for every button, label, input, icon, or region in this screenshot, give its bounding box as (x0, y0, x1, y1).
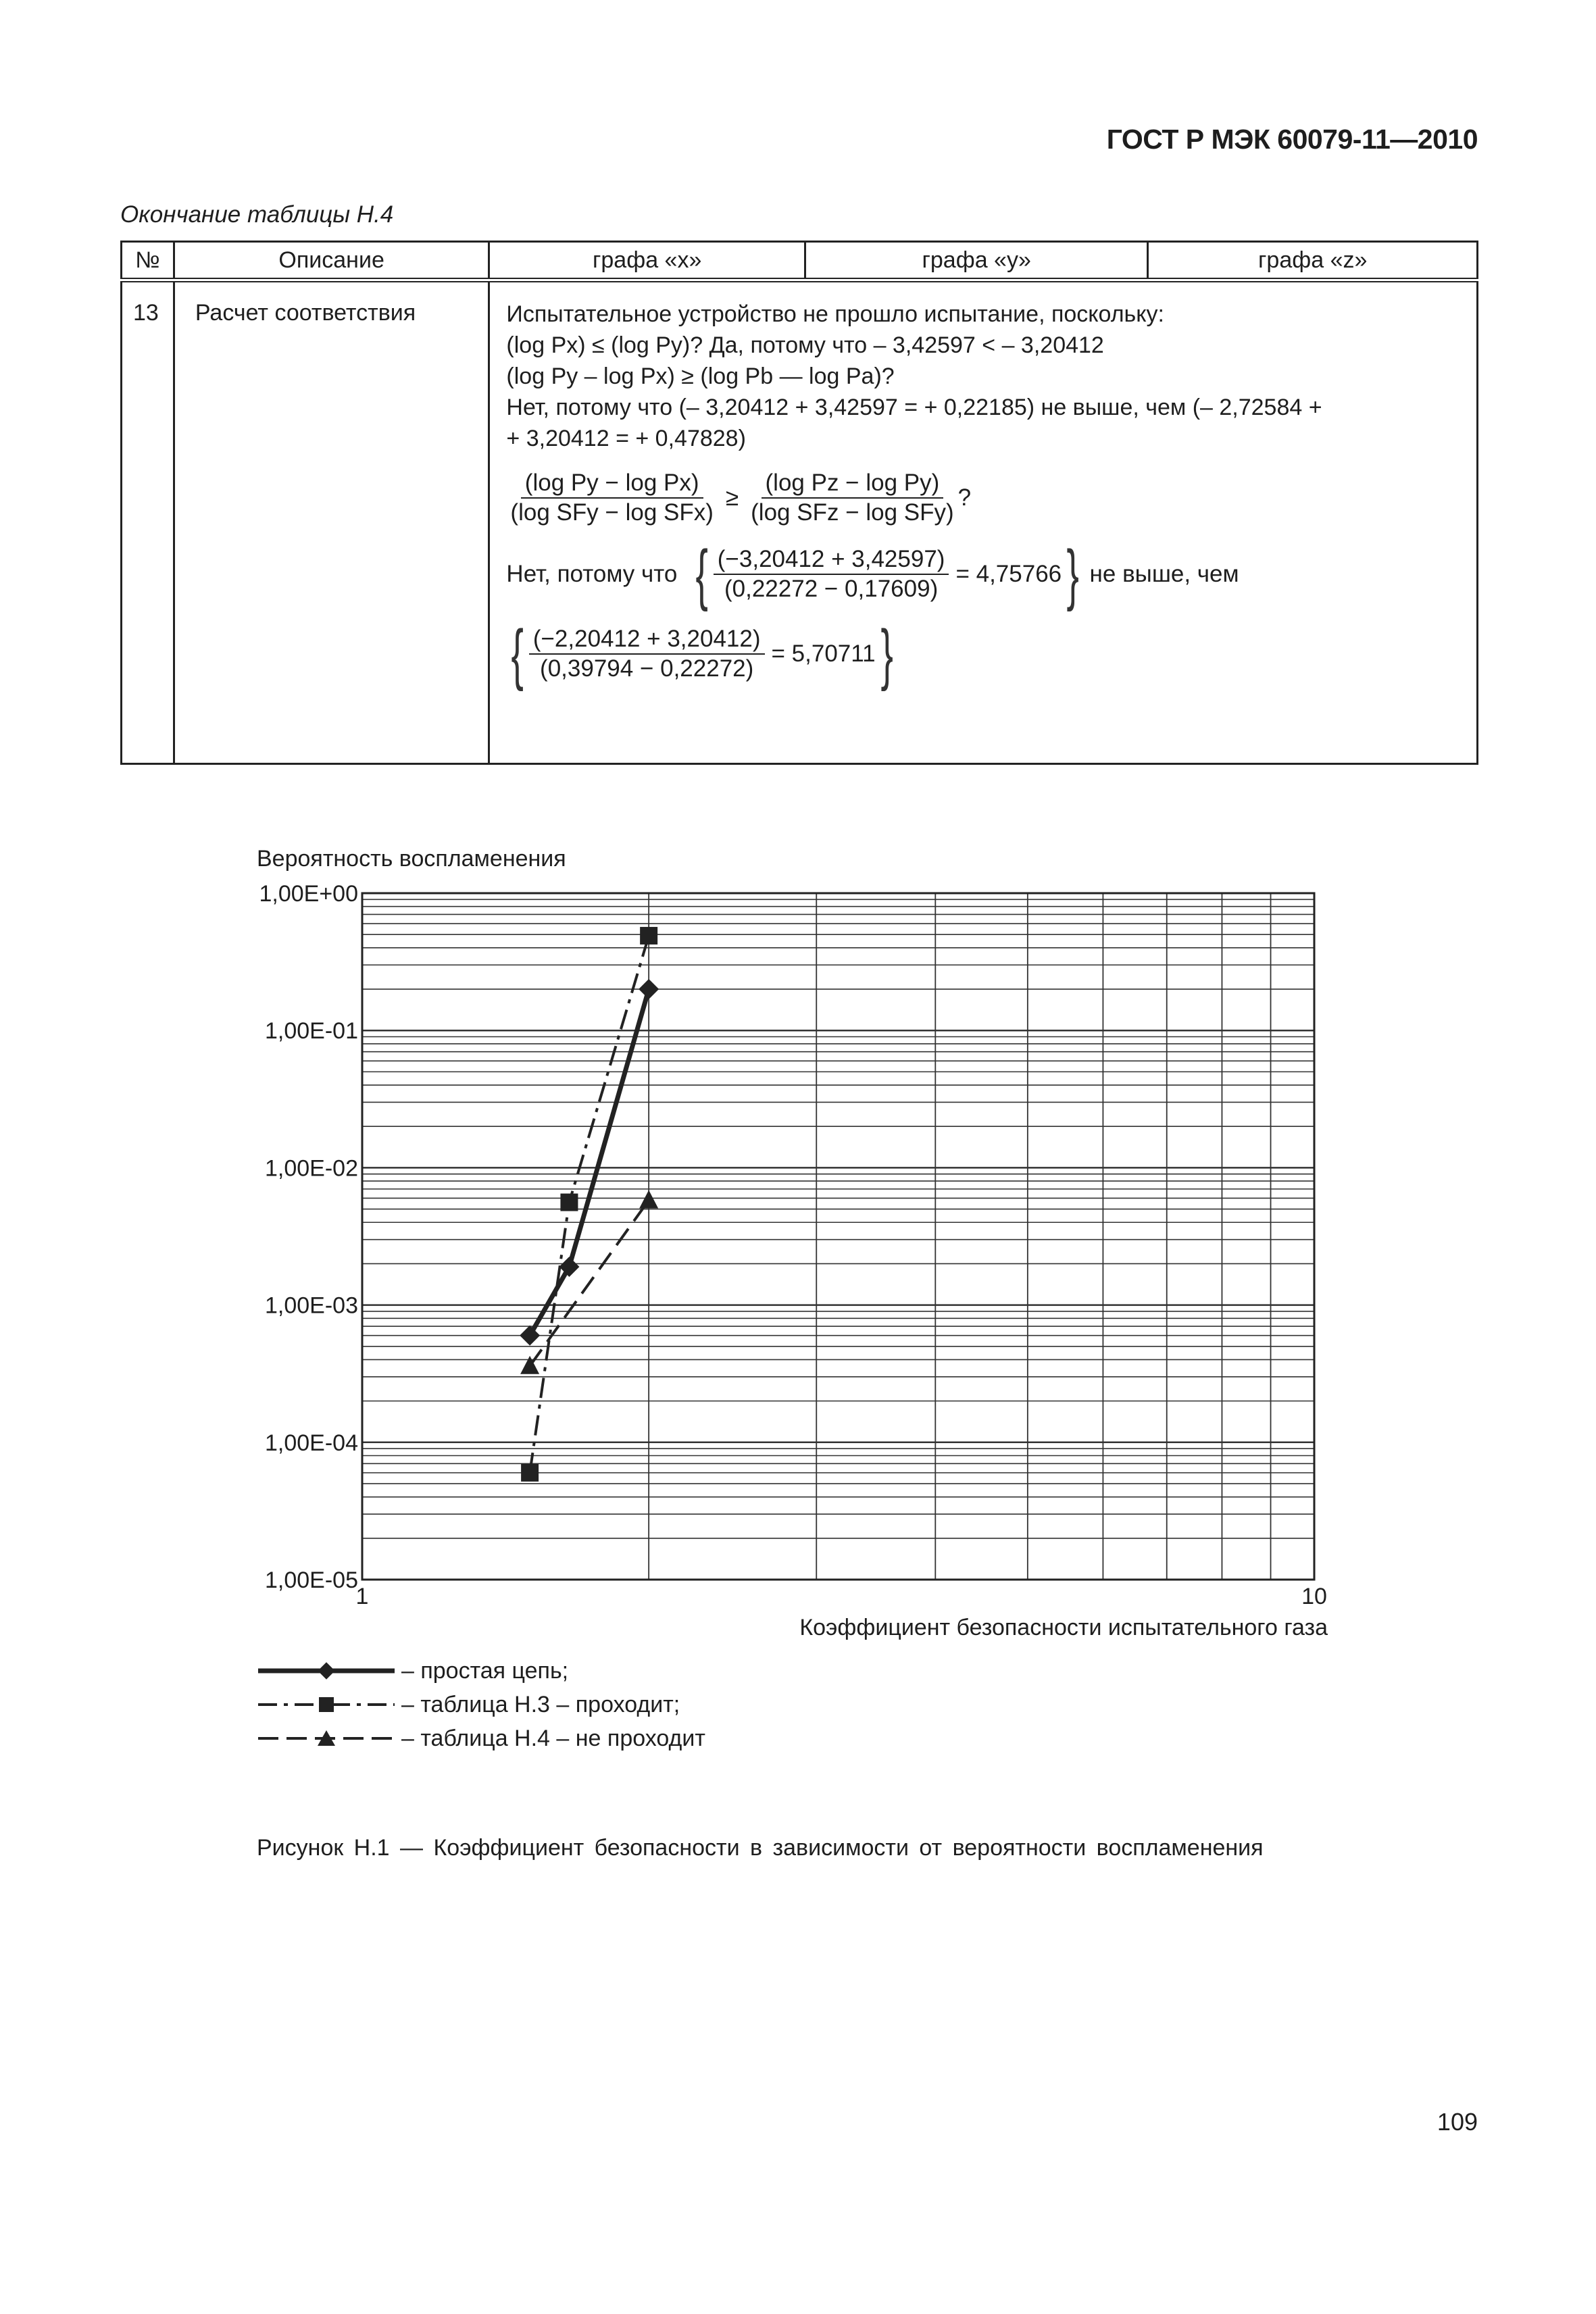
fraction-denominator: (0,22272 − 0,17609) (724, 576, 939, 602)
col-header-description: Описание (174, 242, 489, 280)
data-point-square (560, 1194, 578, 1211)
legend-label: – таблица Н.4 – не проходит (401, 1725, 705, 1751)
formula-result: = 4,75766 (955, 561, 1062, 587)
fraction-denominator: (0,39794 − 0,22272) (540, 655, 754, 682)
row-calculation (489, 280, 1478, 764)
legend-swatch-dashdot-square (255, 1694, 397, 1715)
formula-x-y-ratio (506, 536, 1476, 612)
ignition-probability-chart (250, 838, 1345, 1649)
row-number: 13 (122, 280, 174, 764)
spec-table (120, 241, 1478, 765)
calc-line: (log Py – log Px) ≥ (log Pb — log Pa)? (506, 363, 895, 389)
data-point-triangle (639, 1190, 658, 1208)
col-header-num: № (122, 242, 174, 280)
series-line-dashed (530, 1201, 649, 1366)
fraction-numerator: (−2,20412 + 3,20412) (529, 625, 765, 655)
y-tick-label: 1,00E-05 (265, 1567, 358, 1593)
x-tick-label: 10 (1301, 1584, 1327, 1609)
fraction-left (506, 469, 718, 527)
fraction-denominator: (log SFz − log SFy) (751, 499, 954, 526)
fraction (714, 545, 949, 603)
chart-svg (250, 838, 1345, 1649)
table-header-row (122, 242, 1478, 280)
formula-suffix: не выше, чем (1089, 561, 1239, 587)
question-mark: ? (957, 484, 972, 511)
row-description: Расчет соответствия (174, 280, 489, 764)
fraction-numerator: (log Pz − log Py) (762, 469, 944, 499)
data-point-diamond (559, 1257, 579, 1277)
fraction-denominator: (log SFy − log SFx) (510, 499, 714, 526)
brace-group (506, 616, 898, 692)
document-code: ГОСТ Р МЭК 60079-11—2010 (1106, 124, 1478, 155)
col-header-z: графа «z» (1148, 242, 1478, 280)
legend-swatch-solid-diamond (255, 1661, 397, 1681)
legend-item-table-h4 (255, 1721, 705, 1755)
formula-prefix: Нет, потому что (506, 561, 678, 587)
y-axis-label: Вероятность воспламенения (257, 846, 566, 872)
calc-line: + 3,20412 = + 0,47828) (506, 426, 746, 451)
left-brace: { (695, 536, 709, 612)
y-tick-label: 1,00E+00 (259, 881, 358, 907)
col-header-x: графа «x» (489, 242, 805, 280)
calc-line: Нет, потому что (– 3,20412 + 3,42597 = + 0,22185) не выше, чем (– 2,72584 + (506, 395, 1322, 420)
formula-y-z-ratio (506, 616, 1476, 692)
fraction (529, 625, 765, 683)
brace-group (691, 536, 1084, 612)
data-point-square (521, 1464, 539, 1482)
fraction-numerator: (log Py − log Px) (521, 469, 703, 499)
page-number: 109 (1437, 2108, 1478, 2136)
calc-line: (log Px) ≤ (log Py)? Да, потому что – 3,42597 < – 3,20412 (506, 332, 1104, 358)
chart-legend (255, 1654, 705, 1755)
operator: ≥ (725, 484, 739, 511)
fraction-right (747, 469, 958, 527)
y-tick-label: 1,00E-01 (265, 1018, 358, 1045)
formula-result: = 5,70711 (771, 640, 876, 667)
table-row (122, 280, 1478, 764)
legend-label: – таблица Н.3 – проходит; (401, 1691, 680, 1717)
table-caption: Окончание таблицы Н.4 (120, 201, 394, 228)
calc-line: Испытательное устройство не прошло испытание, поскольку: (506, 301, 1164, 327)
legend-item-simple-circuit (255, 1654, 705, 1688)
formula-ratio-comparison (506, 469, 1476, 527)
data-point-square (640, 927, 657, 945)
legend-swatch-dashed-triangle (255, 1728, 397, 1749)
legend-item-table-h3 (255, 1688, 705, 1721)
plot-frame (362, 893, 1314, 1580)
fraction-numerator: (−3,20412 + 3,42597) (714, 545, 949, 575)
left-brace: { (511, 616, 524, 692)
col-header-y: графа «y» (805, 242, 1147, 280)
data-point-diamond (639, 979, 659, 999)
data-point-diamond (520, 1326, 540, 1346)
y-tick-label: 1,00E-02 (265, 1155, 358, 1182)
legend-label: – простая цепь; (401, 1657, 569, 1684)
y-tick-label: 1,00E-03 (265, 1292, 358, 1319)
figure-caption: Рисунок Н.1 — Коэффициент безопасности в зависимости от вероятности воспламенения (257, 1835, 1264, 1861)
x-tick-label: 1 (355, 1584, 369, 1609)
y-tick-label: 1,00E-04 (265, 1430, 358, 1456)
x-axis-label: Коэффициент безопасности испытательного газа (799, 1615, 1328, 1640)
right-brace: } (880, 616, 893, 692)
right-brace: } (1066, 536, 1080, 612)
